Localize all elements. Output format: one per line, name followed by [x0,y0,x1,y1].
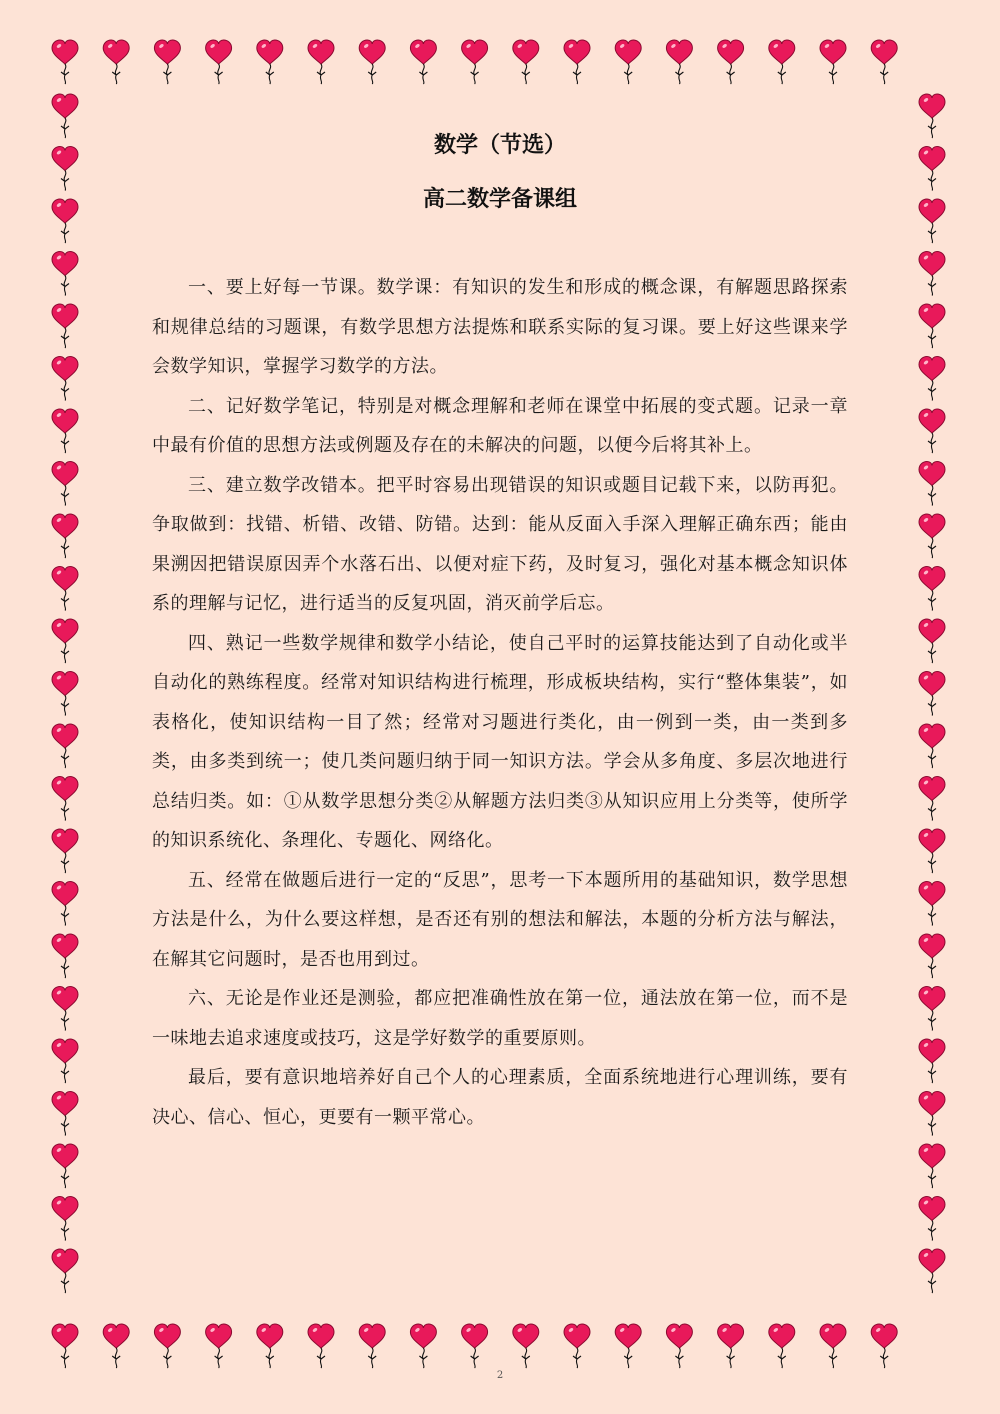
heart-balloon-icon [919,672,945,716]
heart-balloon-icon [919,777,945,821]
heart-balloon-icon [359,40,385,84]
paragraph-2: 二、记好数学笔记，特别是对概念理解和老师在课堂中拓展的变式题。记录一章中最有价值的思想方法或例题及存在的未解决的问题，以便今后将其补上。 [152,395,848,456]
heart-balloon-icon [52,829,78,873]
heart-balloon-icon [919,934,945,978]
heart-balloon-icon [52,987,78,1031]
heart-balloon-icon [666,1324,692,1368]
heart-balloon-icon [919,1092,945,1136]
heart-balloon-icon [410,40,436,84]
heart-balloon-icon [52,252,78,296]
paragraph-1: 一、要上好每一节课。数学课：有知识的发生和形成的概念课，有解题思路探索和规律总结的习题课，有数学思想方法提炼和联系实际的复习课。要上好这些课来学会数学知识，掌握学习数学的方法。 [152,277,848,377]
heart-balloon-icon [919,882,945,926]
heart-balloon-icon [820,1324,846,1368]
heart-balloon-icon [769,1324,795,1368]
heart-balloon-icon [52,672,78,716]
heart-balloon-icon [564,1324,590,1368]
heart-balloon-icon [103,1324,129,1368]
heart-balloon-icon [769,40,795,84]
heart-balloon-icon [919,252,945,296]
heart-balloon-icon [871,40,897,84]
heart-balloon-icon [919,94,945,138]
heart-balloon-icon [919,1197,945,1241]
heart-balloon-icon [103,40,129,84]
heart-balloon-icon [52,777,78,821]
heart-balloon-icon [462,1324,488,1368]
heart-balloon-icon [513,40,539,84]
heart-balloon-icon [718,1324,744,1368]
paragraph-7: 最后，要有意识地培养好自己个人的心理素质，全面系统地进行心理训练，要有决心、信心、恒心，更要有一颗平常心。 [152,1067,848,1128]
heart-balloon-icon [513,1324,539,1368]
heart-balloon-icon [52,199,78,243]
heart-balloon-icon [919,304,945,348]
heart-balloon-icon [52,409,78,453]
heart-balloon-icon [52,882,78,926]
heart-balloon-icon [308,1324,334,1368]
heart-balloon-icon [206,1324,232,1368]
heart-balloon-icon [919,567,945,611]
heart-balloon-icon [919,147,945,191]
heart-balloon-icon [52,147,78,191]
heart-balloon-icon [52,462,78,506]
heart-balloon-icon [257,40,283,84]
heart-balloon-icon [462,40,488,84]
heart-balloon-icon [52,514,78,558]
heart-balloon-icon [718,40,744,84]
heart-balloon-icon [52,1092,78,1136]
heart-balloon-icon [52,40,78,84]
page-title: 数学（节选） [433,132,566,158]
heart-balloon-icon [52,934,78,978]
heart-balloon-icon [359,1324,385,1368]
heart-balloon-icon [52,357,78,401]
heart-balloon-icon [919,357,945,401]
heart-balloon-icon [919,829,945,873]
paragraph-4: 四、熟记一些数学规律和数学小结论，使自己平时的运算技能达到了自动化或半自动化的熟练程度。经常对知识结构进行梳理，形成板块结构，实行“整体集装”，如表格化，使知识结构一目了然；经常对习题进行类化，由一例到一类，由一类到多类，由多类到统一；使几类问题归纳于同一知识方法。学会从多角度、多层次地进行总结归类。如：①从数学思想分类②从解题方法归类③从知识应用上分类等，使所学的知识系统化、条理化、专题化、网络化。 [152,632,848,851]
heart-balloon-icon [410,1324,436,1368]
heart-balloon-icon [919,514,945,558]
heart-balloon-icon [206,40,232,84]
heart-balloon-icon [615,40,641,84]
heart-balloon-icon [919,462,945,506]
heart-balloon-icon [919,1249,945,1293]
author-group: 高二数学备课组 [422,186,577,212]
paragraph-3: 三、建立数学改错本。把平时容易出现错误的知识或题目记载下来，以防再犯。争取做到：找错、析错、改错、防错。达到：能从反面入手深入理解正确东西；能由果溯因把错误原因弄个水落石出、以便对症下药，及时复习，强化对基本概念知识体系的理解与记忆，进行适当的反复巩固，消灭前学后忘。 [152,474,848,614]
heart-balloon-icon [52,1324,78,1368]
heart-balloon-icon [919,724,945,768]
heart-balloon-icon [257,1324,283,1368]
heart-balloon-icon [919,409,945,453]
heart-balloon-icon [919,1039,945,1083]
heart-balloon-icon [52,567,78,611]
heart-balloon-icon [154,40,180,84]
heart-balloon-icon [666,40,692,84]
heart-balloon-icon [919,619,945,663]
heart-balloon-icon [52,619,78,663]
heart-balloon-icon [52,1144,78,1188]
heart-balloon-icon [615,1324,641,1368]
heart-balloon-icon [820,40,846,84]
page-number: 2 [496,1370,504,1381]
paragraph-5: 五、经常在做题后进行一定的“反思”，思考一下本题所用的基础知识，数学思想方法是什么，为什么要这样想，是否还有别的想法和解法，本题的分析方法与解法，在解其它问题时，是否也用到过。 [152,869,848,970]
heart-balloon-icon [52,94,78,138]
heart-balloon-icon [154,1324,180,1368]
heart-balloon-icon [919,987,945,1031]
heart-balloon-icon [52,1197,78,1241]
document-body [152,268,848,1137]
heart-balloon-icon [308,40,334,84]
heart-balloon-icon [564,40,590,84]
heart-balloon-icon [52,1039,78,1083]
document-content [152,128,848,1137]
paragraph-6: 六、无论是作业还是测验，都应把准确性放在第一位，通法放在第一位，而不是一味地去追求速度或技巧，这是学好数学的重要原则。 [152,988,848,1049]
heart-balloon-icon [52,724,78,768]
heart-balloon-icon [871,1324,897,1368]
heart-balloon-icon [919,199,945,243]
heart-balloon-icon [919,1144,945,1188]
heart-balloon-icon [52,1249,78,1293]
heart-balloon-icon [52,304,78,348]
